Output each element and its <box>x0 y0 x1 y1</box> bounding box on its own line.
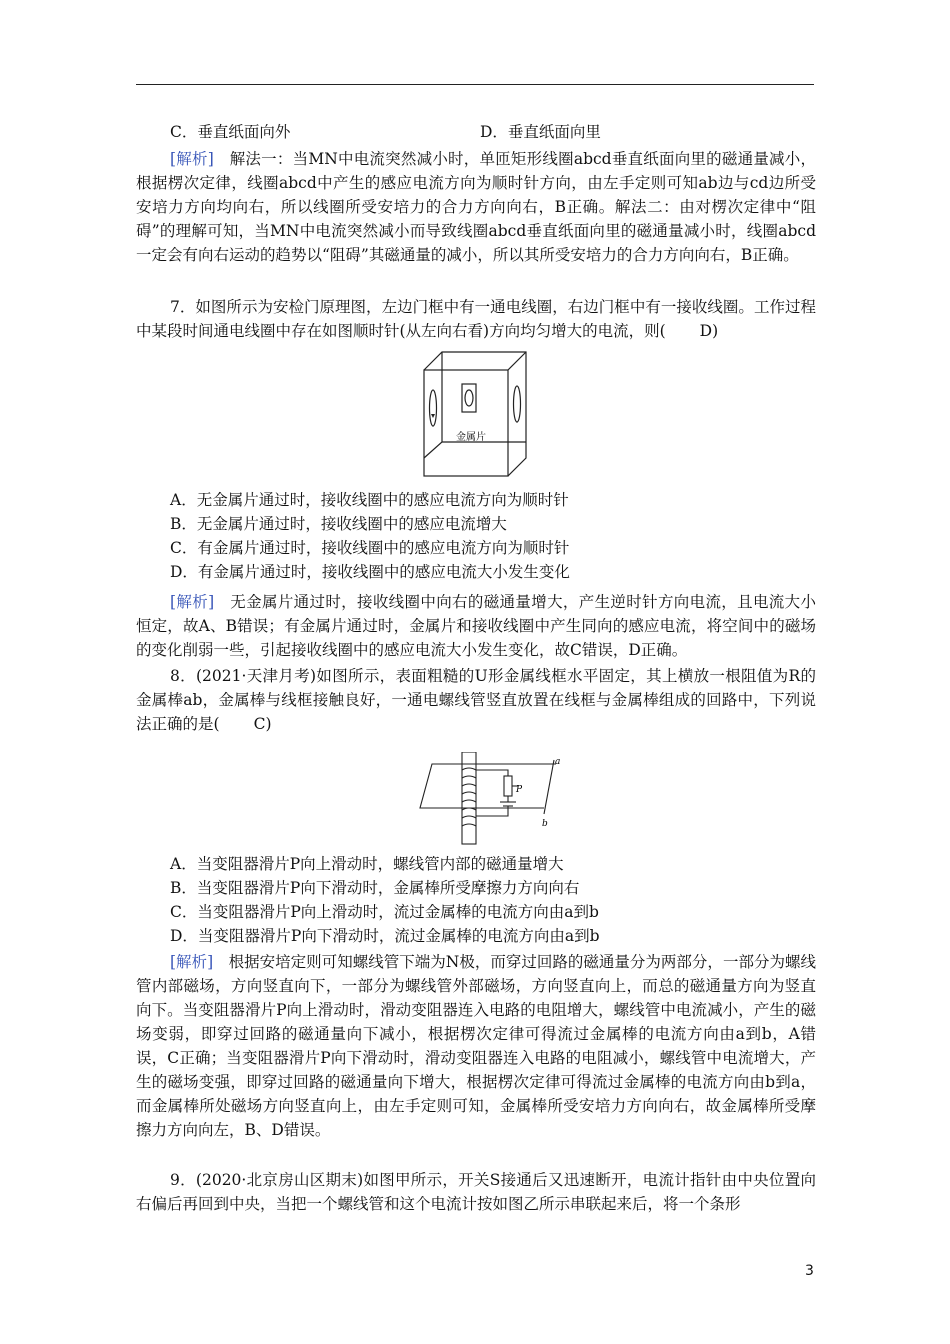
q7-option-b: B．无金属片通过时，接收线圈中的感应电流增大 <box>170 515 507 533</box>
q8-analysis <box>136 950 816 1142</box>
metal-plate-label: 金属片 <box>456 432 486 443</box>
q8-analysis-text: 根据安培定则可知螺线管下端为N极，而穿过回路的磁通量分为两部分，一部分为螺线管内部磁场，方向竖直向下，一部分为螺线管外部磁场，方向竖直向上，而总的磁通量方向为竖直向下。当变阻器滑片P向上滑动时，滑动变阻器连入电路的电阻增大，螺线管中电流减小，产生的磁场变弱，即穿过回路的磁通量向下减小，根据楞次定律可得流过金属棒的电流方向由a到b，A错误，C正确；当变阻器滑片P向下滑动时，滑动变阻器连入电路的电阻减小，螺线管中电流增大，产生的磁场变强，即穿过回路的磁通量向下增大，根据楞次定律可得流过金属棒的电流方向由b到a，而金属棒所处磁场方向竖直向上，由左手定则可知，金属棒所受安培力方向向右，故金属棒所受摩擦力方向向左，B、D错误。 <box>136 953 816 1139</box>
q8-stem <box>136 664 816 736</box>
label-a: a <box>555 757 561 767</box>
q7-option-c: C．有金属片通过时，接收线圈中的感应电流方向为顺时针 <box>170 539 570 557</box>
q8-close-paren: ) <box>265 715 272 733</box>
q9-stem: 9．(2020·北京房山区期末)如图甲所示，开关S接通后又迅速断开，电流计指针由中央位置向右偏后再回到中央，当把一个螺线管和这个电流计按如图乙所示串联起来后，将一个条形 <box>136 1171 816 1213</box>
solenoid-frame-figure <box>418 752 568 846</box>
q8-option-a: A．当变阻器滑片P向上滑动时，螺线管内部的磁通量增大 <box>170 855 564 873</box>
page-number: 3 <box>805 1263 814 1279</box>
q7-stem <box>136 295 816 343</box>
q7-answer: D <box>699 322 713 340</box>
label-b: b <box>542 819 548 829</box>
header-rule <box>136 84 814 85</box>
q8-answer: C <box>253 715 266 733</box>
analysis-tag: [解析] <box>170 150 214 168</box>
q8-option-d: D．当变阻器滑片P向下滑动时，流过金属棒的电流方向由a到b <box>170 927 600 945</box>
q7-stem-text: 7．如图所示为安检门原理图，左边门框中有一通电线圈，右边门框中有一接收线圈。工作过程中某段时间通电线圈中存在如图顺时针(从左向右看)方向均匀增大的电流，则( <box>136 298 816 340</box>
q8-option-c: C．当变阻器滑片P向上滑动时，流过金属棒的电流方向由a到b <box>170 903 599 921</box>
analysis-tag: [解析] <box>170 953 214 971</box>
q7-option-a: A．无金属片通过时，接收线圈中的感应电流方向为顺时针 <box>170 491 569 509</box>
q8-option-b: B．当变阻器滑片P向下滑动时，金属棒所受摩擦力方向向右 <box>170 879 580 897</box>
security-gate-figure <box>420 348 530 480</box>
label-p: P <box>516 785 523 795</box>
q7-close-paren: ) <box>712 322 719 340</box>
q7-option-d: D．有金属片通过时，接收线圈中的感应电流大小发生变化 <box>170 563 570 581</box>
q7-analysis-text: 无金属片通过时，接收线圈中向右的磁通量增大，产生逆时针方向电流，且电流大小恒定，故A、B错误；有金属片通过时，金属片和接收线圈中产生同向的感应电流，将空间中的磁场的变化削弱一些，引起接收线圈中的感应电流大小发生变化，故C错误，D正确。 <box>136 593 816 659</box>
analysis-tag: [解析] <box>170 593 215 611</box>
q6-analysis <box>136 147 816 267</box>
q7-analysis <box>136 590 816 662</box>
q6-analysis-text: 解法一：当MN中电流突然减小时，单匝矩形线圈abcd垂直纸面向里的磁通量减小，根据楞次定律，线圈abcd中产生的感应电流方向为顺时针方向，由左手定则可知ab边与cd边所受安培力方向均向右，所以线圈所受安培力的合力方向向右，B正确。解法二：由对楞次定律中“阻碍”的理解可知，当MN中电流突然减小而导致线圈abcd垂直纸面向里的磁通量减小时，线圈abcd一定会有向右运动的趋势以“阻碍”其磁通量的减小，所以其所受安培力的合力方向向右，B正确。 <box>136 150 816 264</box>
q8-stem-text: 8．(2021·天津月考)如图所示，表面粗糙的U形金属线框水平固定，其上横放一根阻值为R的金属棒ab，金属棒与线框接触良好，一通电螺线管竖直放置在线框与金属棒组成的回路中，下列说法正确的是( <box>136 667 816 733</box>
q6-option-c: C．垂直纸面向外 <box>170 123 291 141</box>
q6-option-d: D．垂直纸面向里 <box>480 123 601 141</box>
